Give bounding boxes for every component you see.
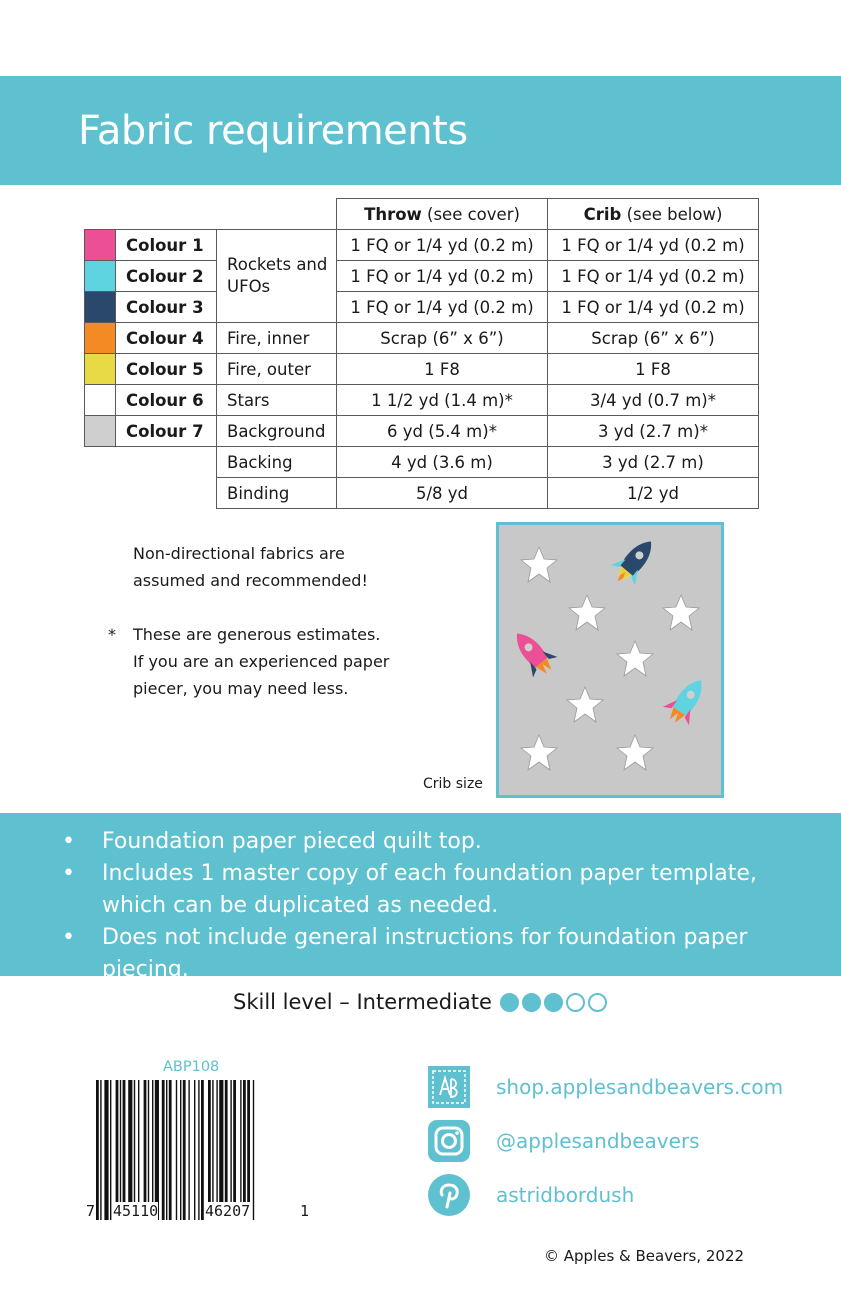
- feature-list: [62, 826, 822, 986]
- barcode-bar: [138, 1080, 139, 1220]
- color-swatch: [85, 292, 116, 323]
- list-item: • Includes 1 master copy of each foundation paper template, which can be duplicated as needed.: [62, 858, 822, 922]
- barcode-bar: [120, 1080, 121, 1220]
- barcode-bar: [247, 1080, 250, 1220]
- barcode-bar: [104, 1080, 108, 1220]
- star-icon: [521, 735, 557, 770]
- star-icon: [617, 735, 653, 770]
- instagram-link[interactable]: [427, 1119, 700, 1163]
- colour-name: Colour 7: [116, 416, 217, 447]
- barcode-bar: [128, 1080, 132, 1220]
- list-item: • Does not include general instructions for foundation paper piecing.: [62, 922, 822, 986]
- colour-name: Colour 2: [116, 261, 217, 292]
- use-rockets-ufos: Rockets and UFOs: [217, 230, 337, 323]
- throw-amount: 1 FQ or 1/4 yd (0.2 m): [337, 292, 548, 323]
- quilt-preview-image: [496, 522, 724, 798]
- table-row: [85, 354, 759, 385]
- pinterest-handle[interactable]: astridbordush: [496, 1183, 635, 1207]
- barcode-bar: [212, 1080, 213, 1220]
- crib-amount: 3 yd (2.7 m)*: [548, 416, 759, 447]
- list-item: • Foundation paper pieced quilt top.: [62, 826, 822, 858]
- crib-amount: 3 yd (2.7 m): [548, 447, 759, 478]
- skill-dot-filled: [500, 993, 519, 1012]
- instagram-icon: [427, 1119, 471, 1163]
- barcode-bar: [134, 1080, 135, 1220]
- color-swatch: [85, 354, 116, 385]
- barcode-bar: [162, 1080, 165, 1220]
- rocket-icon: [659, 671, 714, 730]
- quilt-illustration: [499, 525, 721, 795]
- star-icon: [617, 641, 653, 676]
- directional-note: Non-directional fabrics are assumed and recommended!: [133, 544, 368, 590]
- barcode-bar: [183, 1080, 186, 1220]
- colour-name: Colour 1: [116, 230, 217, 261]
- colour-name: Colour 3: [116, 292, 217, 323]
- crib-amount: 1 FQ or 1/4 yd (0.2 m): [548, 230, 759, 261]
- barcode-image: [86, 1080, 308, 1220]
- barcode-digits-right: 46207: [205, 1202, 251, 1220]
- barcode-bar: [100, 1080, 101, 1220]
- asterisk-marker: *: [108, 625, 116, 644]
- barcode-bar: [116, 1080, 119, 1220]
- barcode-bar: [166, 1080, 167, 1220]
- skill-dot-filled: [544, 993, 563, 1012]
- crib-column-header: Crib (see below): [548, 199, 759, 230]
- barcode-bar: [219, 1080, 223, 1220]
- barcode-bar: [123, 1080, 126, 1220]
- fabric-use: Fire, inner: [217, 323, 337, 354]
- skill-dot-filled: [522, 993, 541, 1012]
- table-row: [85, 385, 759, 416]
- barcode-bar: [216, 1080, 217, 1220]
- table-row: [85, 416, 759, 447]
- table-row: [85, 447, 759, 478]
- barcode-bar: [169, 1080, 172, 1220]
- fabric-use: Background: [217, 416, 337, 447]
- throw-amount: 1 FQ or 1/4 yd (0.2 m): [337, 261, 548, 292]
- crib-amount: 3/4 yd (0.7 m)*: [548, 385, 759, 416]
- crib-amount: Scrap (6” x 6”): [548, 323, 759, 354]
- barcode-bar: [225, 1080, 228, 1220]
- skill-level: [233, 990, 607, 1014]
- color-swatch: [85, 230, 116, 261]
- color-swatch: [85, 261, 116, 292]
- barcode-bar: [155, 1080, 159, 1220]
- shop-link[interactable]: [427, 1065, 783, 1109]
- colour-name: Colour 6: [116, 385, 217, 416]
- star-icon: [663, 595, 699, 630]
- page-title: Fabric requirements: [78, 108, 468, 154]
- barcode-bar: [233, 1080, 236, 1220]
- barcode-bar: [240, 1080, 241, 1220]
- barcode-digit-first: 7: [86, 1202, 96, 1220]
- barcode-digit-last: 1: [300, 1202, 310, 1220]
- barcode-bar: [194, 1080, 195, 1220]
- rocket-icon: [605, 531, 663, 591]
- throw-amount: 5/8 yd: [337, 478, 548, 509]
- throw-amount: 1 FQ or 1/4 yd (0.2 m): [337, 230, 548, 261]
- barcode-bar: [198, 1080, 199, 1220]
- table-row: [85, 478, 759, 509]
- estimate-note: These are generous estimates. If you are an experienced paper piecer, you may need less.: [133, 625, 390, 698]
- shop-logo-icon: [427, 1065, 471, 1109]
- copyright: © Apples & Beavers, 2022: [544, 1247, 745, 1265]
- colour-name: Colour 5: [116, 354, 217, 385]
- pinterest-icon: [427, 1173, 471, 1217]
- rocket-icon: [505, 623, 562, 682]
- skill-dot-empty: [588, 993, 607, 1012]
- throw-amount: 1 1/2 yd (1.4 m)*: [337, 385, 548, 416]
- barcode-bar: [144, 1080, 147, 1220]
- colour-name: Colour 4: [116, 323, 217, 354]
- table-row: [85, 292, 759, 323]
- throw-amount: 6 yd (5.4 m)*: [337, 416, 548, 447]
- table-row: [85, 323, 759, 354]
- table-row: [85, 261, 759, 292]
- barcode-bar: [243, 1080, 246, 1220]
- barcode-bar: [230, 1080, 231, 1220]
- pinterest-link[interactable]: [427, 1173, 634, 1217]
- fabric-use: Binding: [217, 478, 337, 509]
- barcode-bar: [96, 1080, 99, 1220]
- barcode-bar: [188, 1080, 189, 1220]
- throw-amount: Scrap (6” x 6”): [337, 323, 548, 354]
- crib-amount: 1/2 yd: [548, 478, 759, 509]
- fabric-use: Fire, outer: [217, 354, 337, 385]
- table-header-row: [85, 199, 759, 230]
- crib-size-caption: Crib size: [423, 776, 483, 792]
- throw-amount: 4 yd (3.6 m): [337, 447, 548, 478]
- skill-level-label: Skill level – Intermediate: [233, 990, 492, 1014]
- barcode-bar: [253, 1080, 254, 1220]
- barcode-bar: [208, 1080, 211, 1220]
- fabric-requirements-table: [84, 198, 759, 509]
- barcode-bar: [176, 1080, 177, 1220]
- barcode-bar: [110, 1080, 111, 1220]
- fabric-use: Backing: [217, 447, 337, 478]
- color-swatch: [85, 416, 116, 447]
- color-swatch: [85, 323, 116, 354]
- throw-amount: 1 F8: [337, 354, 548, 385]
- barcode-bar: [148, 1080, 149, 1220]
- barcode-bar: [180, 1080, 181, 1220]
- skill-dot-empty: [566, 993, 585, 1012]
- fabric-use: Stars: [217, 385, 337, 416]
- throw-column-header: Throw (see cover): [337, 199, 548, 230]
- star-icon: [521, 547, 557, 582]
- crib-amount: 1 FQ or 1/4 yd (0.2 m): [548, 292, 759, 323]
- crib-amount: 1 F8: [548, 354, 759, 385]
- instagram-handle[interactable]: @applesandbeavers: [496, 1129, 700, 1153]
- star-icon: [569, 595, 605, 630]
- barcode-digits-left: 45110: [113, 1202, 159, 1220]
- barcode-bar: [201, 1080, 204, 1220]
- shop-url[interactable]: shop.applesandbeavers.com: [496, 1075, 784, 1099]
- product-sku: ABP108: [163, 1059, 220, 1075]
- table-row: [85, 230, 759, 261]
- star-icon: [567, 687, 603, 722]
- color-swatch: [85, 385, 116, 416]
- barcode-bar: [152, 1080, 153, 1220]
- crib-amount: 1 FQ or 1/4 yd (0.2 m): [548, 261, 759, 292]
- skill-level-dots: [500, 993, 607, 1012]
